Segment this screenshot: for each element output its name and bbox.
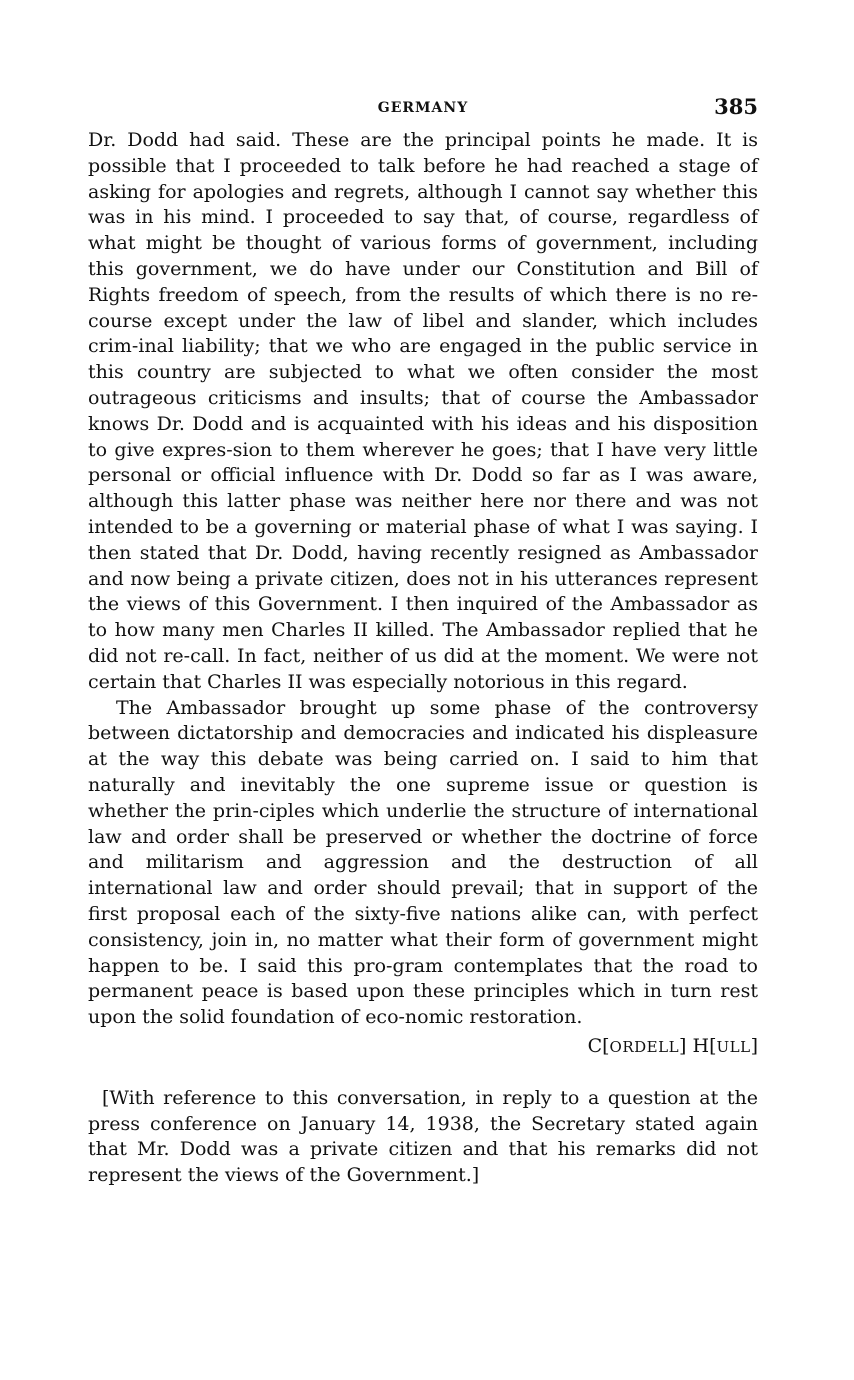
body-paragraph-1: Dr. Dodd had said. These are the principal points he made. It is possible that I proceeded to talk before he had reached a stage of asking for apologies and regrets, although I cannot say whether this was in his mind. I proceeded to say that, of course, regardless of what might be thought of various forms of government, including this government, we do have under our Constitution and Bill of Rights freedom of speech, from the results of which there is no re-course except under the law of libel and slander, which includes crim-inal liability; that we who are engaged in the public service in this country are subjected to what we often consider the most outrageous criticisms and insults; that of course the Ambassador knows Dr. Dodd and is acquainted with his ideas and his disposition to give expres-sion to them wherever he goes; that I have very little personal or official influence with Dr. Dodd so far as I was aware, although this latter phase was neither here nor there and was not intended to be a governing or material phase of what I was saying. I then stated that Dr. Dodd, having recently resigned as Ambassador and now being a private citizen, does not in his utterances represent the views of this Government. I then inquired of the Ambassador as to how many men Charles II killed. The Ambassador replied that he did not re-call. In fact, neither of us did at the moment. We were not certain that Charles II was especially notorious in this regard. [88,129,758,693]
signature-initial-last: H [692,1034,710,1057]
signature-rest-first: ORDELL [609,1037,680,1056]
signature-initial-first: C [587,1034,603,1057]
page-number: 385 [714,94,758,119]
editor-note: [With reference to this conversation, in reply to a question at the press conference on January 14, 1938, the Secretary stated again that Mr. Dodd was a private citizen and that his remarks did not represent the views of the Government.] [88,1086,758,1187]
running-title: GERMANY [377,100,469,116]
running-head [88,92,758,126]
signature: C[ORDELL] H[ULL] [587,1034,758,1057]
signature-rest-last: ULL [716,1037,751,1056]
document-page [88,92,758,1189]
body-paragraph-2: The Ambassador brought up some phase of the controversy between dictatorship and democracies and indicated his displeasure at the way this debate was being carried on. I said to him that naturally and inevitably the one supreme issue or question is whether the prin-ciples which underlie the structure of international law and order shall be preserved or whether the doctrine of force and militarism and aggression and the destruction of all international law and order should prevail; that in support of the first proposal each of the sixty-five nations alike can, with perfect consistency, join in, no matter what their form of government might happen to be. I said this pro-gram contemplates that the road to permanent peace is based upon these principles which in turn rest upon the solid foundation of eco-nomic restoration. [88,696,758,1029]
